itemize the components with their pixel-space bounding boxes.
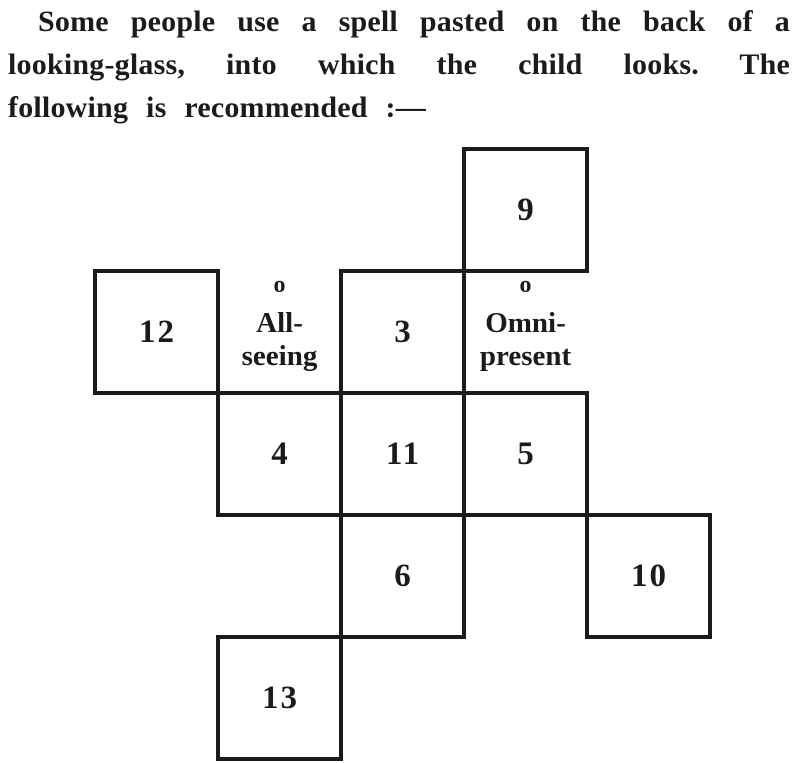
cell-number: 12	[139, 313, 176, 350]
spell-box-3	[339, 269, 466, 395]
paragraph-line-2: looking-glass, into which the child looks. The	[8, 48, 790, 81]
cell-word: present	[479, 340, 572, 372]
cell-number: 11	[385, 435, 422, 472]
spell-box-13	[216, 635, 343, 761]
spell-label-cell-omni-present	[462, 269, 589, 395]
spell-box-11	[339, 391, 466, 517]
spell-box-4	[216, 391, 343, 517]
circle-symbol: o	[519, 272, 532, 298]
spell-box-6	[339, 513, 466, 639]
cell-number: 9	[517, 191, 536, 228]
paragraph-line-3: following is recommended :—	[8, 91, 426, 124]
cell-number: 3	[394, 313, 413, 350]
cell-number: 6	[394, 557, 413, 594]
spell-box-5	[462, 391, 589, 517]
spell-box-10	[585, 513, 712, 639]
spell-label-cell-all-seeing	[216, 269, 343, 395]
spell-box-9	[462, 147, 589, 273]
cell-number: 13	[262, 679, 299, 716]
cell-number: 10	[631, 557, 668, 594]
spell-box-12	[93, 269, 220, 395]
paragraph-line-1: Some people use a spell pasted on the back of a	[38, 5, 790, 38]
cell-number: 5	[517, 435, 536, 472]
cell-word: All-	[256, 307, 303, 339]
cell-word: seeing	[241, 340, 318, 372]
cell-word: Omni-	[485, 307, 566, 339]
cell-number: 4	[271, 435, 290, 472]
circle-symbol: o	[273, 272, 286, 298]
